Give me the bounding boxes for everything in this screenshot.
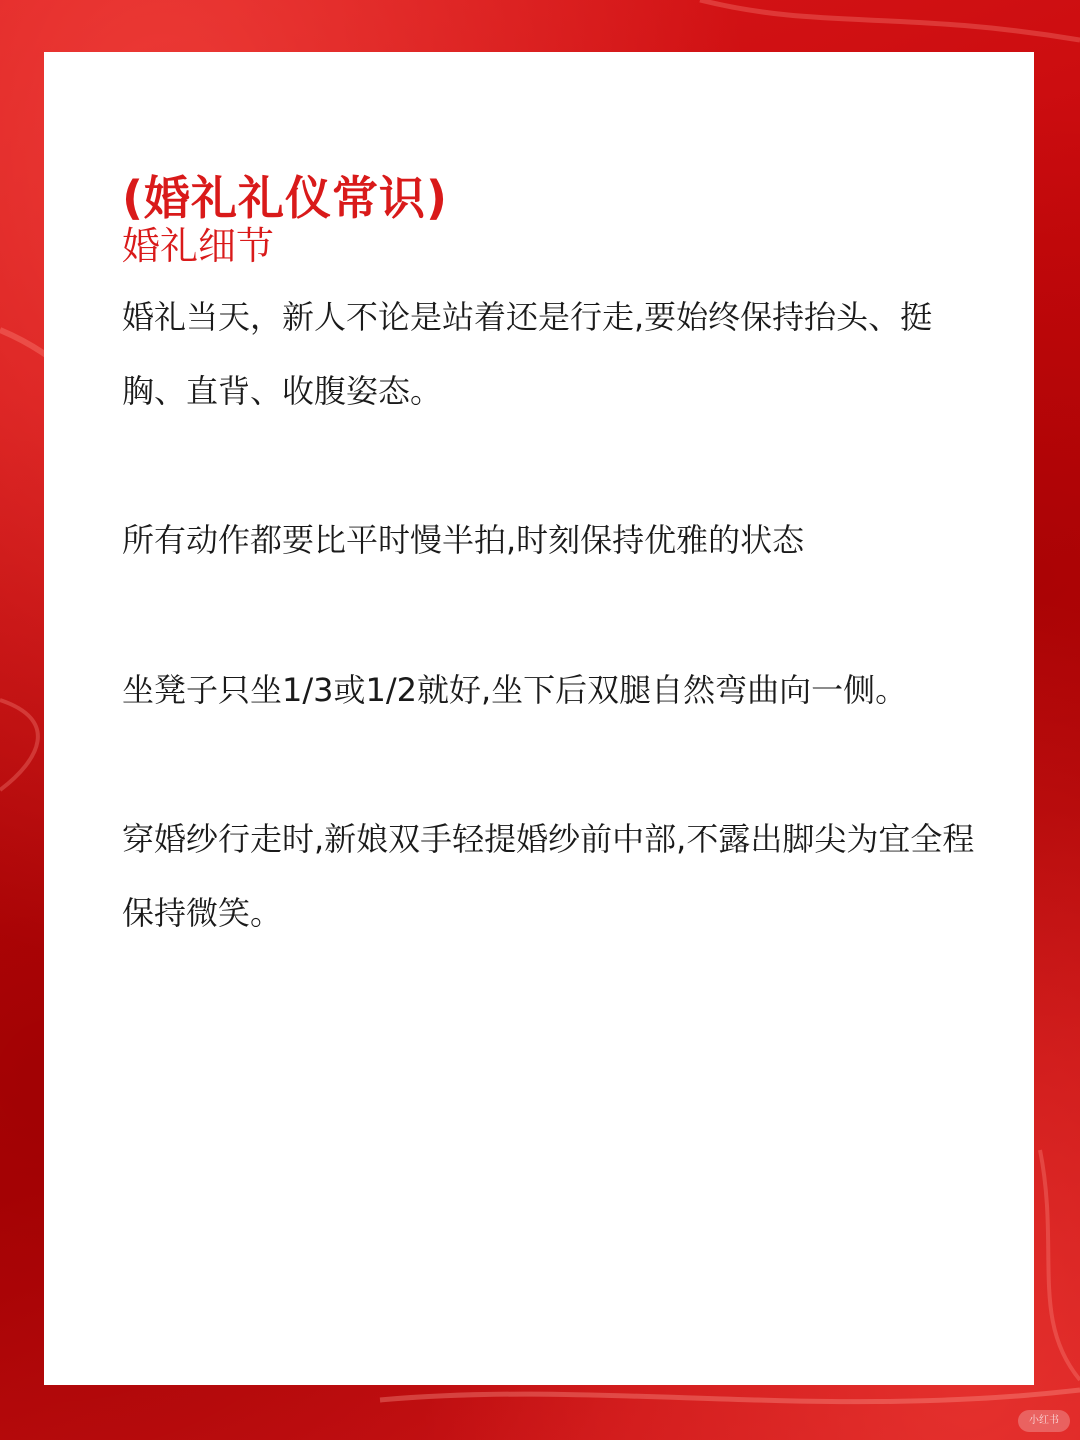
watermark-logo: 小红书	[1018, 1410, 1070, 1432]
paragraph-posture: 婚礼当天，新人不论是站着还是行走,要始终保持抬头、挺胸、直背、收腹姿态。	[122, 298, 933, 410]
paragraph-slow-motion: 所有动作都要比平时慢半拍,时刻保持优雅的状态	[122, 521, 805, 559]
article-title: (婚礼礼仪常识)	[122, 171, 449, 225]
paragraph-walking-dress: 穿婚纱行走时,新娘双手轻提婚纱前中部,不露出脚尖为宜全程保持微笑。	[122, 820, 975, 932]
paragraph-sitting: 坐凳子只坐1/3或1/2就好,坐下后双腿自然弯曲向一侧。	[122, 671, 908, 709]
content-card	[44, 52, 1034, 1385]
section-subtitle: 婚礼细节	[122, 224, 275, 268]
